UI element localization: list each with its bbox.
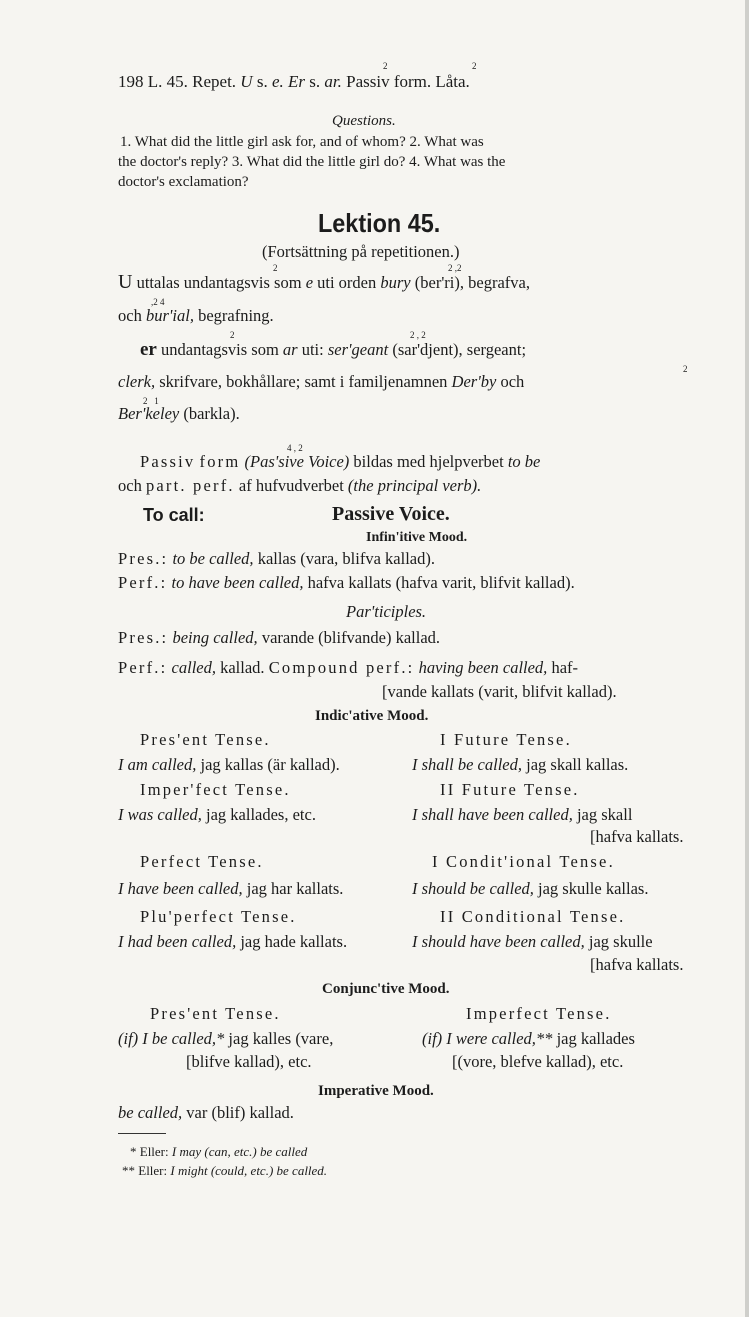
questions-title: Questions. <box>332 113 396 129</box>
tense-heading: II Conditional Tense. <box>440 907 626 926</box>
section-heading: Par'ticiples. <box>346 602 427 621</box>
section-heading: Infin'itive Mood. <box>366 530 468 545</box>
section-heading: Imperative Mood. <box>318 1083 434 1099</box>
footnote: ** Eller: I might (could, etc.) be called. <box>122 1163 328 1178</box>
header-text: L. 45. Repet. <box>147 72 237 91</box>
passive-voice-heading: Passive Voice. <box>332 503 450 525</box>
lesson-subtitle: (Fortsättning på repetitionen.) <box>262 242 460 261</box>
question-line: doctor's exclamation? <box>118 174 249 190</box>
page-number: 198 <box>118 72 144 91</box>
tense-heading: Imper'fect Tense. <box>140 780 291 799</box>
section-heading: Conjunc'tive Mood. <box>322 981 450 997</box>
tense-heading: Plu'perfect Tense. <box>140 907 297 926</box>
tense-heading: Imperfect Tense. <box>466 1004 612 1023</box>
section-heading: Indic'ative Mood. <box>315 708 429 724</box>
lesson-title: Lektion 45. <box>318 208 441 238</box>
footnote: * Eller: I may (can, etc.) be called <box>130 1144 308 1159</box>
tense-heading: Pres'ent Tense. <box>140 730 271 749</box>
page-edge <box>745 0 749 1317</box>
tense-heading: I Future Tense. <box>440 730 572 749</box>
passive-paragraph: Passiv form (Pas'sive Voice) bildas med hjelpverbet to be <box>140 452 541 471</box>
accent-mark: 2 <box>472 61 477 71</box>
tense-heading: II Future Tense. <box>440 780 580 799</box>
verb-heading: To call: <box>143 505 205 525</box>
question-line: the doctor's reply? 3. What did the little girl do? 4. What was the <box>118 154 506 170</box>
er-paragraph: er undantagsvis som ar uti: ser'geant (sar'djent), sergeant; <box>140 339 527 360</box>
question-line: 1. What did the little girl ask for, and of whom? 2. What was <box>120 134 484 150</box>
accent-mark: 2 <box>383 61 388 71</box>
tense-heading: Perfect Tense. <box>140 852 264 871</box>
tense-heading: I Condit'ional Tense. <box>432 852 615 871</box>
tense-heading: Pres'ent Tense. <box>150 1004 281 1023</box>
footnote-rule <box>118 1133 166 1134</box>
u-paragraph: U uttalas undantagsvis som e uti orden bury (ber'ri), begrafva, <box>118 271 530 293</box>
